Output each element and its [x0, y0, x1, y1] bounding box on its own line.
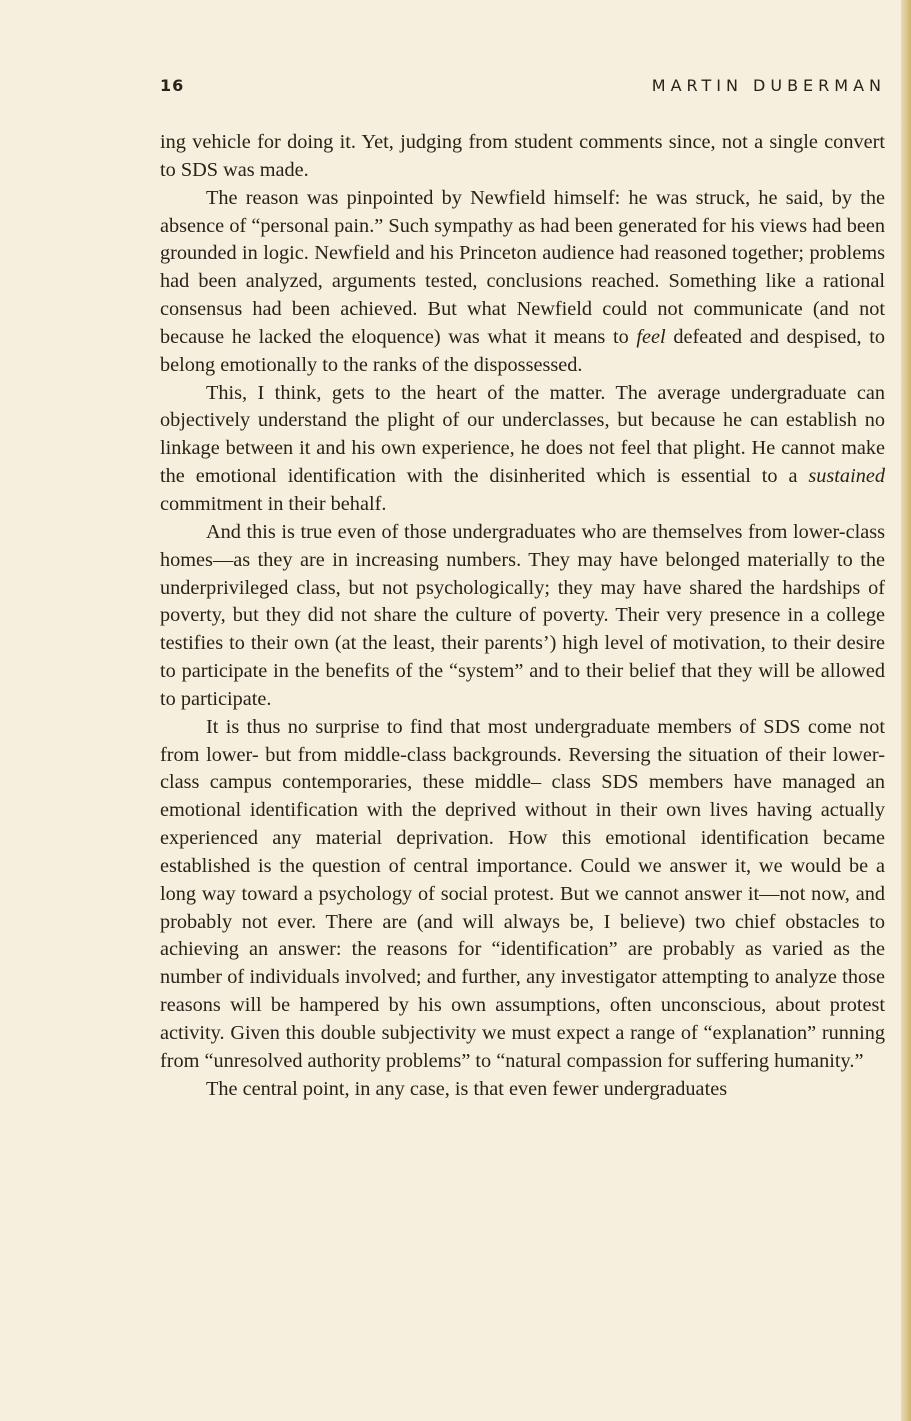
paragraph: [160, 185, 885, 380]
paragraph: [160, 1076, 885, 1104]
paragraph: [160, 714, 885, 1076]
text-segment: The central point, in any case, is that even fewer undergraduates: [206, 1077, 728, 1100]
text-segment: This, I think, gets to the heart of the matter. The average undergraduate can objectively understand the plight of our underclasses, but because he can establish no linkage between it and his own experience, he does not feel that plight. He cannot make the emotional identification with the disinherited which is essential to a: [160, 381, 885, 488]
italic-text: feel: [636, 325, 666, 348]
paragraph: [160, 380, 885, 519]
paragraph: [160, 129, 885, 185]
text-segment: And this is true even of those undergraduates who are themselves from lower-class homes—as they are in increasing numbers. They may have belonged materially to the underprivileged class, but not psychologically; they may have shared the hardships of poverty, but they did not share the culture of poverty. Their very presence in a college testifies to their own (at the least, their parents’) high level of motivation, to their desire to participate in the benefits of the “system” and to their belief that they will be allowed to participate.: [160, 520, 885, 710]
text-segment: defeated and despised, to belong emotionally to the ranks of the dispossessed.: [160, 325, 885, 376]
page-header: [160, 76, 886, 95]
page-edge: [901, 0, 911, 1421]
page-number: 16: [160, 76, 185, 95]
text-segment: It is thus no surprise to find that most undergraduate members of SDS come not from lower- but from middle-class backgrounds. Reversing the situation of their lower-class campus contemporaries, these middle– class SDS members have managed an emotional identification with the deprived without in their own lives having actually experienced any material deprivation. How this emotional identification became established is the question of central importance. Could we answer it, we would be a long way toward a psychology of social protest. But we cannot answer it—not now, and probably not ever. There are (and will always be, I believe) two chief obstacles to achieving an answer: the reasons for “identification” are probably as varied as the number of individuals involved; and further, any investigator attempting to analyze those reasons will be hampered by his own assumptions, often unconscious, about protest activity. Given this double subjectivity we must expect a range of “explanation” running from “unresolved authority problems” to “natural compassion for suffering humanity.”: [160, 715, 885, 1072]
text-segment: The reason was pinpointed by Newfield himself: he was struck, he said, by the absence of “personal pain.” Such sympathy as had been generated for his views had been grounded in logic. Newfield and his Princeton audience had reasoned together; problems had been analyzed, arguments tested, conclusions reached. Something like a rational consensus had been achieved. But what Newfield could not communicate (and not because he lacked the eloquence) was what it means to: [160, 186, 885, 348]
paragraph: [160, 519, 885, 714]
body-text: [160, 129, 885, 1104]
running-head: MARTIN DUBERMAN: [651, 76, 886, 95]
text-segment: ing vehicle for doing it. Yet, judging from student comments since, not a single convert to SDS was made.: [160, 131, 885, 181]
italic-text: sustained: [808, 465, 885, 488]
text-segment: commitment in their behalf.: [160, 492, 387, 515]
